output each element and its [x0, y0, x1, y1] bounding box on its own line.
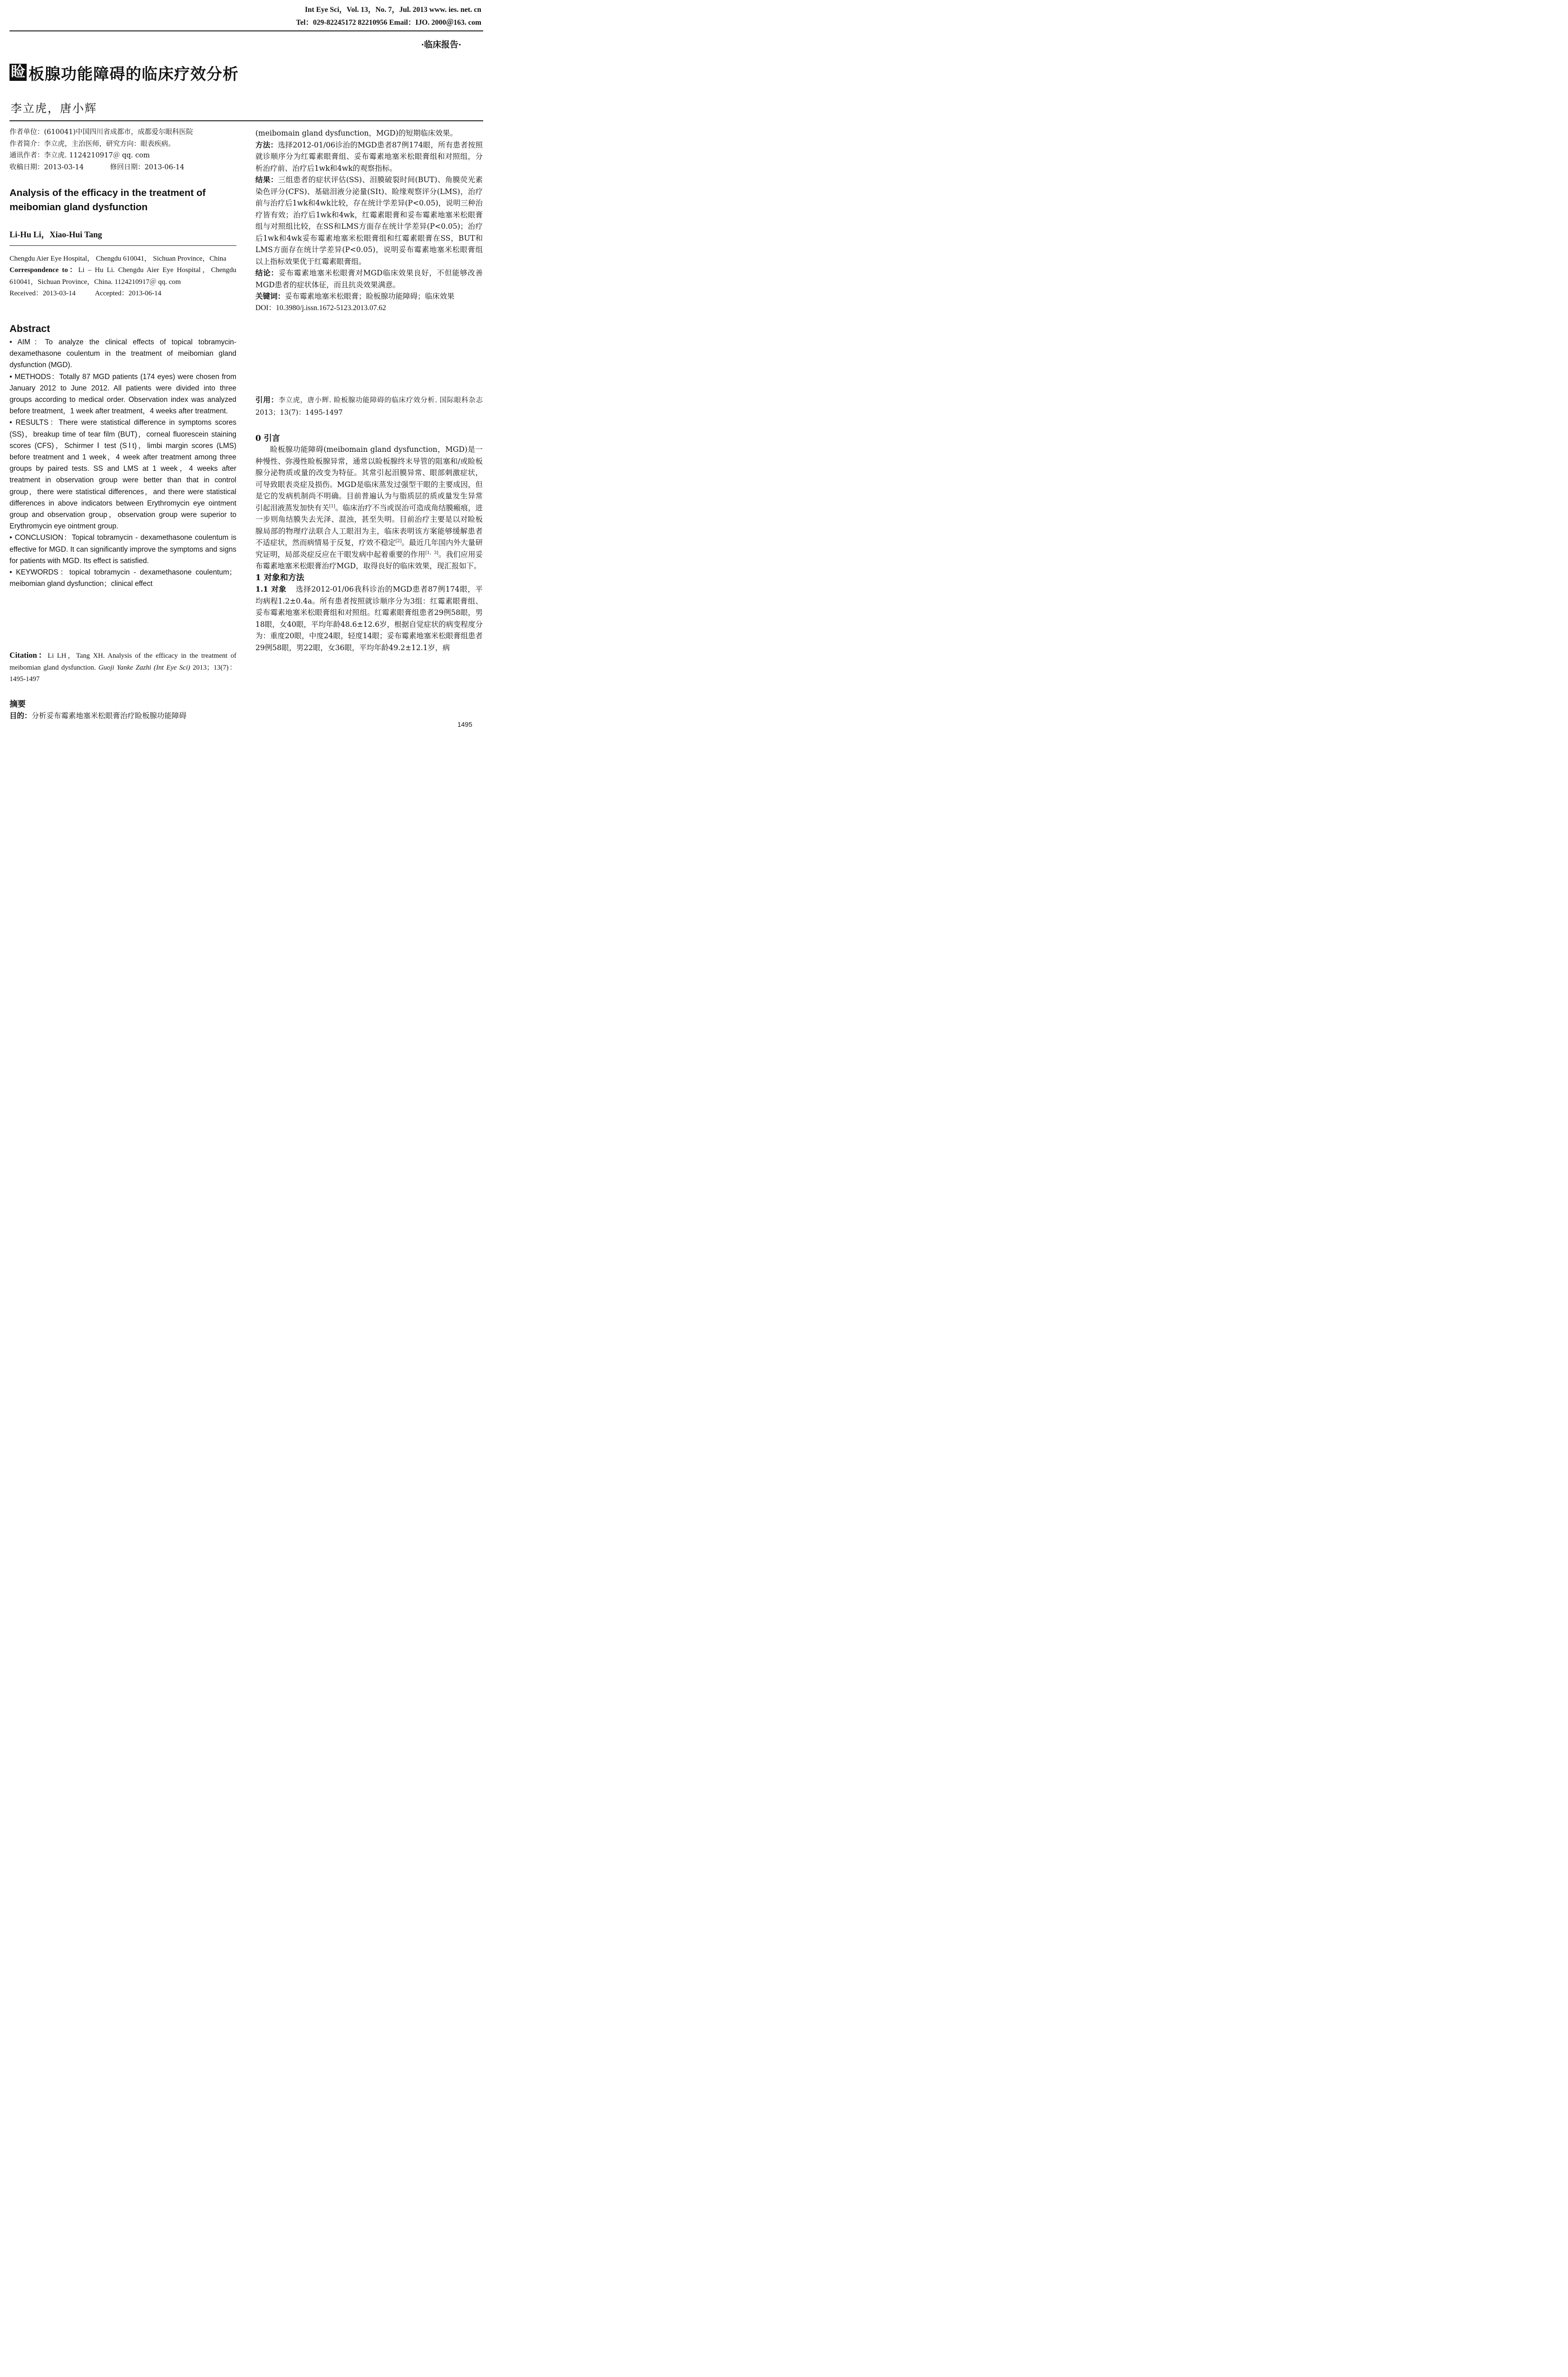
chinese-aim-start [10, 710, 236, 722]
citation-text: Li LH，Tang XH. Analysis of the efficacy in the treatment of meibomian gland dysfunction. [10, 652, 236, 672]
results-para [255, 174, 483, 267]
subjects-label: 1.1 对象 [255, 585, 287, 594]
english-affiliation: Chengdu Aier Eye Hospital， Chengdu 610041， Sichuan Province，China [10, 255, 226, 263]
abstract-results: • RESULTS：There were statistical difference in symptoms scores (SS)，breakup time of tear film (BUT)，corneal fluorescein staining scores (CFS)，Schirmer Ⅰ test (SⅠt)，limbi margin scores (LMS) before treatment and 1 week，4 week after treatment among three groups by paired tests. SS and LMS at 1 week，4 weeks after treatment in observation group were better than that in control group，there were statistical differences，and there were statistical differences in above indicators between Erythromycin eye ointment group and observation group，observation group were superior to Erythromycin eye ointment group. [10, 419, 236, 531]
affiliation-rule [10, 245, 236, 246]
aim-text-part2: (meibomain gland dysfunction，MGD)的短期临床效果。 [255, 129, 458, 137]
ref-3: [1，3] [425, 550, 438, 555]
header-rule [10, 30, 483, 31]
ref-2: [2] [395, 538, 402, 544]
chinese-abstract-heading: 摘要 [10, 700, 26, 709]
results-text: 三组患者的症状评估(SS)、泪膜破裂时间(BUT)、角膜荧光素染色评分(CFS)、基础泪液分泌量(SⅠt)、睑缘观察评分(LMS)，治疗前与治疗后1wk和4wk比较，存在统计学差异(P<0.05)，说明三种治疗皆有效；治疗后1wk和4wk，红霉素眼膏和妥布霉素地塞米松眼膏组与对照组比较，在SS和LMS方面存在统计学差异(P<0.05)；治疗后1wk和4wk妥布霉素地塞米松眼膏组和红霉素眼膏在SS，BUT和LMS方面存在统计学差异(P<0.05)，说明妥布霉素地塞米松眼膏组以上指标效果优于红霉素眼膏组。 [255, 175, 483, 266]
conclusion-para [255, 267, 483, 291]
abstract-aim: • AIM：To analyze the clinical effects of topical tobramycin-dexamethasone coulentum in the treatment of meibomian gland dysfunction (MGD). [10, 338, 236, 370]
intro-text-3: 。最近几年国内外大量研究证明，局部炎症反应在干眼发病中起着重要的作用 [255, 538, 483, 559]
title-first-char: 睑 [10, 64, 27, 81]
dates-row [10, 162, 236, 174]
intro-paragraph [255, 444, 483, 572]
english-dates [10, 288, 236, 299]
chinese-abstract-continued [255, 127, 483, 314]
chinese-citation-label: 引用： [255, 395, 279, 404]
intro-text-4: 。我们应用妥布霉素地塞米松眼膏治疗MGD，取得良好的临床效果，现汇报如下。 [255, 550, 483, 570]
corresponding-author: 通讯作者：李立虎. 1124210917＠ qq. com [10, 152, 150, 159]
journal-contact-line: Tel：029-82245172 82210956 Email：IJO. 2000＠163. com [296, 19, 481, 27]
english-received: Received：2013-03-14 [10, 289, 76, 297]
citation-journal: Guoji Yanke Zazhi (Int Eye Sci) [98, 663, 190, 672]
article-title: 板腺功能障碍的临床疗效分析 [29, 65, 239, 83]
subjects-text: 选择2012-01/06我科诊治的MGD患者87例174眼，平均病程1.2±0.4a。所有患者按照就诊顺序分为3组：红霉素眼膏组、妥布霉素地塞米松眼膏组和对照组。红霉素眼膏组患者29例58眼，男18眼，女40眼，平均年龄48.6±12.6岁，根据自觉症状的病变程度分为：重度20眼，中度24眼，轻度14眼；妥布霉素地塞米松眼膏组患者29例58眼，男22眼，女36眼，平均年龄49.2±12.1岁，病 [255, 585, 483, 652]
author-bio: 作者简介：李立虎，主治医师，研究方向：眼表疾病。 [10, 140, 175, 148]
english-citation [10, 650, 236, 685]
correspondence-label: Correspondence to： [10, 266, 78, 274]
english-correspondence [10, 264, 236, 288]
keywords-para [255, 291, 483, 302]
chinese-citation-text: 李立虎，唐小辉. 睑板腺功能障碍的临床疗效分析. 国际眼科杂志 2013；13(7)：1495-1497 [255, 397, 483, 417]
revised-date: 修回日期：2013-06-14 [110, 163, 185, 171]
aim-text-part1: 分析妥布霉素地塞米松眼膏治疗睑板腺功能障碍 [31, 711, 187, 720]
title-rule [10, 120, 483, 121]
author-unit: 作者单位：(610041)中国四川省成都市，成都爱尔眼科医院 [10, 128, 193, 136]
english-abstract [10, 337, 236, 590]
subjects-paragraph [255, 584, 483, 653]
intro-heading: 0 引言 [255, 434, 280, 443]
english-affiliation-block [10, 253, 236, 299]
methods-label: 方法： [255, 140, 278, 149]
section-label: ·临床报告· [421, 40, 461, 50]
aim-label: 目的： [10, 711, 32, 720]
intro-body [255, 444, 483, 653]
abstract-conclusion: • CONCLUSION：Topical tobramycin - dexamethasone coulentum is effective for MGD. It can significantly improve the symptoms and signs for patients with MGD. Its effect is satisfied. [10, 534, 236, 565]
keywords-label: 关键词： [255, 292, 285, 301]
abstract-heading: Abstract [10, 323, 50, 334]
citation-label: Citation： [10, 651, 48, 660]
methods-text: 选择2012-01/06诊治的MGD患者87例174眼，所有患者按照就诊顺序分为红霉素眼膏组、妥布霉素地塞米松眼膏组和对照组，分析治疗前、治疗后1wk和4wk的观察指标。 [255, 140, 483, 173]
correspondence-text: Li – Hu Li. Chengdu Aier Eye Hospital，Chengdu 610041，Sichuan Province，China. 1124210917＠ qq. com [10, 266, 237, 286]
intro-text-2: 。临床治疗不当或误治可造成角结膜瘢痕，进一步则角结膜失去光泽、混浊，甚至失明。目前治疗主要是以对睑板腺局部的物理疗法联合人工眼泪为主，临床表明该方案能够缓解患者不适症状，然而病情易于反复，疗效不稳定 [255, 503, 483, 547]
received-date: 收稿日期：2013-03-14 [10, 163, 84, 171]
abstract-keywords: • KEYWORDS：topical tobramycin - dexamethasone coulentum；meibomian gland dysfunction；clinical effect [10, 568, 236, 588]
intro-text-1: 睑板腺功能障碍(meibomain gland dysfunction，MGD)是一种慢性、弥漫性睑板腺异常，通常以睑板腺终末导管的阻塞和/或睑板腺分泌物质或量的改变为特征。其常引起泪膜异常、眼部刺激症状，可导致眼表炎症及损伤。MGD是临床蒸发过强型干眼的主要成因，但是它的发病机制尚不明确。目前普遍认为与脂质层的质或量发生异常引起泪液蒸发加快有关 [255, 445, 483, 512]
english-authors: Li-Hu Li，Xiao-Hui Tang [10, 230, 102, 239]
chinese-citation [255, 394, 483, 419]
english-accepted: Accepted：2013-06-14 [95, 289, 162, 297]
ref-1: [1] [329, 504, 335, 509]
citation-volume: 2013；13(7)：1495-1497 [10, 663, 236, 683]
keywords-text: 妥布霉素地塞米松眼膏；睑板腺功能障碍；临床效果 [285, 292, 455, 301]
methods-para [255, 139, 483, 175]
results-label: 结果： [255, 175, 278, 184]
page-number: 1495 [457, 721, 472, 728]
author-info [10, 127, 236, 173]
chinese-authors: 李立虎，唐小辉 [10, 102, 97, 115]
conclusion-text: 妥布霉素地塞米松眼膏对MGD临床效果良好，不但能够改善MGD患者的症状体征，而且抗炎效果满意。 [255, 269, 483, 289]
abstract-methods: • METHODS：Totally 87 MGD patients (174 eyes) were chosen from January 2012 to June 2012. All patients were divided into three groups according to medical order. Observation index was analyzed before treatment，1 week after treatment，4 weeks after treatment. [10, 372, 236, 416]
conclusion-label: 结论： [255, 268, 279, 277]
english-title: Analysis of the efficacy in the treatment of meibomian gland dysfunction [10, 187, 206, 213]
methods-heading: 1 对象和方法 [255, 573, 304, 583]
doi: DOI：10.3980/j.issn.1672-5123.2013.07.62 [255, 303, 386, 312]
journal-info-line: Int Eye Sci，Vol. 13，No. 7，Jul. 2013 www. ies. net. cn [304, 6, 481, 14]
